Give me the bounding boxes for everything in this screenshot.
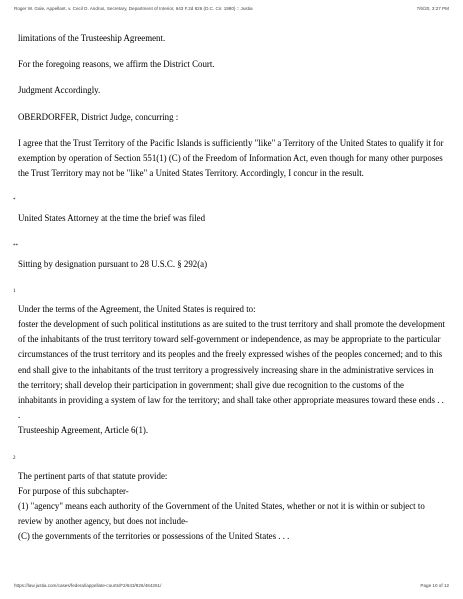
opinion-text [13, 31, 445, 545]
footnote-text: The pertinent parts of that statute provide: [18, 470, 168, 481]
footnote-marker[interactable]: * [13, 198, 16, 204]
footnote-text: (1) "agency" means each authority of the Government of the United States, whether or not it is within or subject to review by another agency, but does not include- [18, 501, 425, 527]
footnote-text: Sitting by designation pursuant to 28 U.S.C. § 292(a) [18, 258, 208, 269]
print-footer [14, 583, 449, 593]
footnote-marker[interactable]: ** [13, 243, 18, 249]
page-url[interactable]: https://law.justia.com/cases/federal/appellate-courts/F2/643/826/464261/ [14, 583, 162, 588]
page-source-title: Roger W. Gale, Appellant, v. Cecil D. Andrus, Secretary, Department of Interior, 643 F.2d 826 (D.C. Cir. 1980) :: Justia [14, 6, 253, 11]
concurrence-heading: OBERDORFER, District Judge, concurring : [18, 111, 179, 122]
opinion-paragraph: Judgment Accordingly. [18, 85, 101, 96]
footnote-marker[interactable]: 1 [13, 288, 16, 294]
print-header [14, 6, 449, 16]
footnote-text: For purpose of this subchapter- [18, 485, 129, 496]
footnote-text: foster the development of such political institutions as are suited to the trust territory and shall promote the development of the inhabitants of the trust territory toward self-government or independence, as may be appropriate to the particular circumstances of the trust territory and its peoples and the freely expressed wishes of the peoples concerned; and to this end shall give to the inhabitants of the trust territory a progressively increasing share in the administrative services in the territory; shall develop their participation in government; shall give due recognition to the customs of the inhabitants in providing a system of law for the territory; and shall take other appropriate measures toward these ends . . . [18, 319, 445, 421]
opinion-paragraph: For the foregoing reasons, we affirm the District Court. [18, 59, 215, 70]
footnote-marker[interactable]: 2 [13, 455, 16, 461]
footnote-text: (C) the governments of the territories or possessions of the United States . . . [18, 531, 290, 542]
page-number: Page 10 of 12 [420, 583, 449, 588]
print-timestamp: 7/6/20, 3:27 PM [416, 6, 449, 11]
footnote-text: Trusteeship Agreement, Article 6(1). [18, 425, 149, 436]
opinion-paragraph: limitations of the Trusteeship Agreement. [18, 33, 166, 43]
concurrence-paragraph: I agree that the Trust Territory of the Pacific Islands is sufficiently "like" a Territory of the United States to qualify it for exemption by operation of Section 551(1) (C) of the Freedom of Information Act, even though for many other purposes the Trust Territory may not be "like" a United States Territory. Accordingly, I concur in the result. [18, 137, 444, 179]
footnote-text: Under the terms of the Agreement, the United States is required to: [18, 303, 256, 314]
footnote-text: United States Attorney at the time the brief was filed [18, 213, 206, 224]
